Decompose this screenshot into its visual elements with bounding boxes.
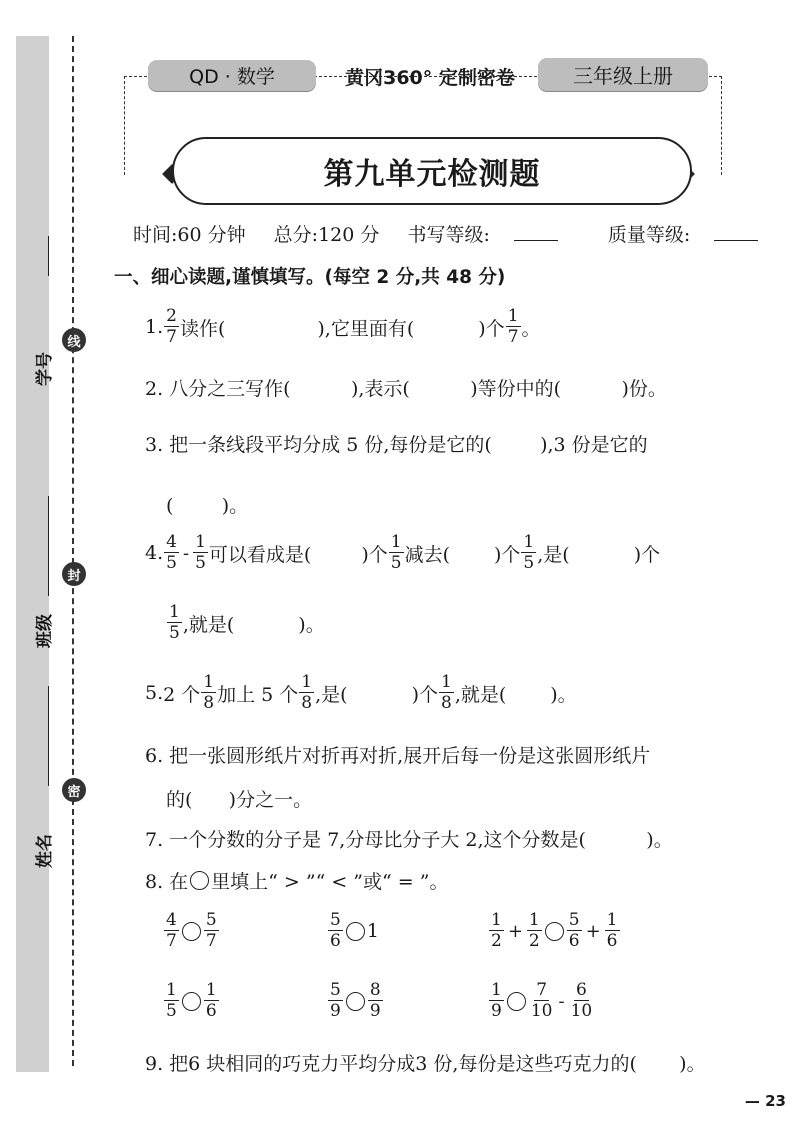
- question-9: 9. 把6 块相同的巧克力平均分成3 份,每份是这些巧克力的( )。: [145, 1053, 706, 1075]
- question-8: 8. 在 里填上“ > ”“ < ”或“ = ”。: [145, 871, 449, 893]
- binding-dashed-line: [72, 36, 74, 1066]
- binding-strip: [16, 36, 55, 1072]
- question-6-line-1: 6. 把一张圆形纸片对折再对折,展开后每一份是这张圆形纸片: [145, 745, 651, 767]
- grade-pill: 三年级上册: [538, 58, 708, 91]
- student-id-label: 学号: [35, 352, 55, 386]
- name-line: [48, 686, 49, 786]
- seal-seal-mark: 封: [62, 562, 86, 586]
- compare-circle-icon[interactable]: [182, 992, 201, 1011]
- question-6-line-2: 的( )分之一。: [166, 789, 313, 811]
- section-title: 一、细心读题,谨慎填写。(每空 2 分,共 48 分): [114, 267, 506, 288]
- student-id-line: [48, 236, 49, 276]
- compare-item-2: $\frac{5}{6}$ 1: [330, 910, 379, 951]
- question-4: 4. $\frac{4}{5}$ - $\frac{1}{5}$ 可以看成是( )个 $\frac{1}{5}$ 减去( )个 $\frac{1}{5}$ ,是( )个: [145, 532, 661, 573]
- compare-item-4: $\frac{1}{5}$ $\frac{1}{6}$: [166, 980, 217, 1021]
- compare-circle-icon[interactable]: [507, 992, 526, 1011]
- compare-circle-icon[interactable]: [545, 922, 564, 941]
- page-title: 第九单元检测题: [172, 137, 692, 205]
- class-label: 班级: [35, 614, 55, 648]
- name-label: 姓名: [35, 834, 55, 868]
- compare-item-3: $\frac{1}{2}$ + $\frac{1}{2}$ $\frac{5}{6}$ + $\frac{1}{6}$: [491, 910, 618, 951]
- class-line: [48, 496, 49, 596]
- question-3-line-2: ( )。: [166, 495, 249, 517]
- seal-line-mark: 线: [62, 328, 86, 352]
- circle-icon: [190, 871, 209, 890]
- score-info: 总分:120 分: [273, 224, 380, 246]
- writing-blank: [514, 239, 558, 241]
- subject-pill: QD · 数学: [148, 60, 316, 91]
- compare-item-5: $\frac{5}{9}$ $\frac{8}{9}$: [330, 980, 381, 1021]
- question-7: 7. 一个分数的分子是 7,分母比分子大 2,这个分数是( )。: [145, 829, 673, 851]
- question-2: 2. 八分之三写作( ),表示( )等份中的( )份。: [145, 378, 667, 400]
- compare-item-1: $\frac{4}{7}$ $\frac{5}{7}$: [166, 910, 217, 951]
- compare-circle-icon[interactable]: [182, 922, 201, 941]
- page-number: — 23: [744, 1092, 786, 1110]
- quality-grade: 质量等级:: [608, 224, 780, 246]
- question-1: 1. $\frac{2}{7}$ 读作( ),它里面有( )个 $\frac{1}{7}$ 。: [145, 306, 541, 347]
- compare-item-6: $\frac{1}{9}$ $\frac{7}{10}$ - $\frac{6}{10}$: [491, 980, 593, 1021]
- series-title: 黄冈360° 定制密卷: [345, 66, 515, 89]
- compare-circle-icon[interactable]: [346, 992, 365, 1011]
- question-5: 5. 2 个 $\frac{1}{8}$ 加上 5 个 $\frac{1}{8}$ ,是( )个 $\frac{1}{8}$ ,就是( )。: [145, 672, 577, 713]
- writing-grade: 书写等级:: [407, 224, 579, 246]
- compare-circle-icon[interactable]: [346, 922, 365, 941]
- exam-meta: [133, 220, 794, 247]
- fraction: $\frac{2}{7}$: [166, 306, 177, 347]
- seal-secret-mark: 密: [62, 778, 86, 802]
- quality-blank: [714, 239, 758, 241]
- fraction: $\frac{1}{7}$: [507, 306, 519, 347]
- question-4-line-2: $\frac{1}{5}$ ,就是( )。: [169, 602, 325, 643]
- question-3-line-1: 3. 把一条线段平均分成 5 份,每份是它的( ),3 份是它的: [145, 434, 648, 456]
- time-info: 时间:60 分钟: [133, 224, 246, 246]
